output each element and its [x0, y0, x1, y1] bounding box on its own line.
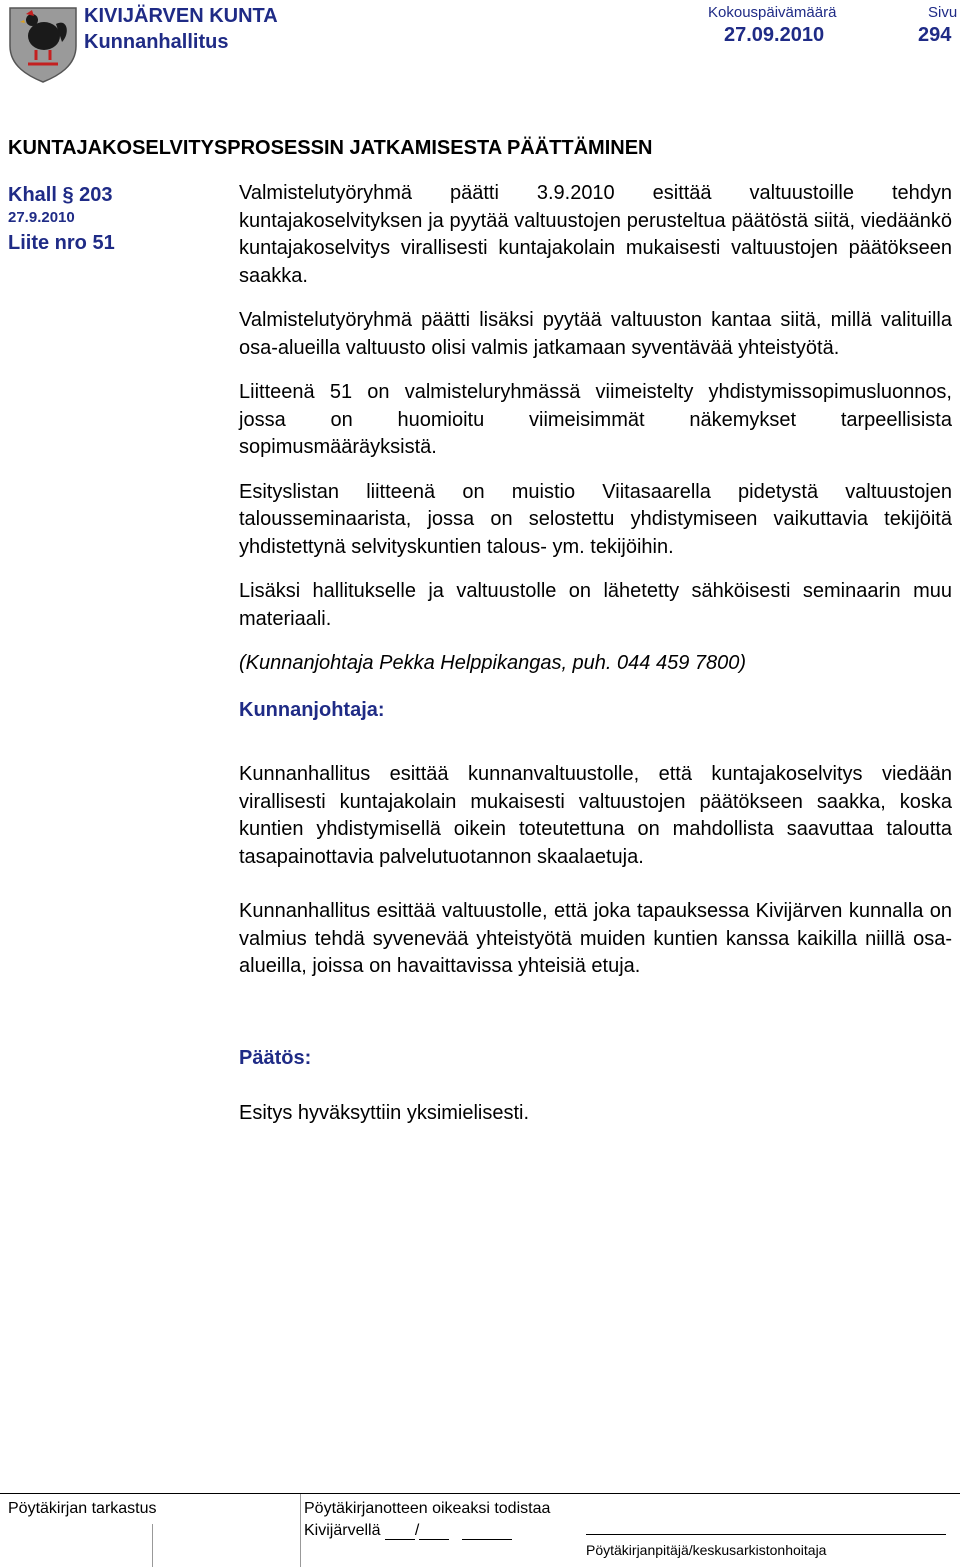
- attachment-number: Liite nro 51: [8, 232, 115, 254]
- paragraph: Esityslistan liitteenä on muistio Viitasaarella pidetystä valtuustojen talousseminaarista, jossa on selostettu yhdistymiseen vaikuttavia tekijöitä yhdistettynä selvityskuntien talous- ym. tekijöihin.: [239, 480, 952, 558]
- month-blank: [419, 1522, 449, 1540]
- certify-label: Pöytäkirjanotteen oikeaksi todistaa: [304, 1500, 551, 1517]
- page-label: Sivu: [928, 4, 958, 21]
- section-date: 27.9.2010: [8, 209, 75, 226]
- section-sidebar: [8, 182, 115, 258]
- meeting-date: 27.09.2010: [724, 24, 825, 46]
- footer-divider: [152, 1524, 153, 1567]
- review-label: Pöytäkirjan tarkastus: [8, 1500, 157, 1517]
- paragraph: Kunnanhallitus esittää kunnanvaltuustolle, että kuntajakoselvitys viedään virallisesti kuntajakolain mukaisesti valtuustojen päätökseen saakka, koska kuntien yhdistymisellä oikein toteutettuna on mahdollista saavuttaa taloutta tasapainottavia palvelutuotannon skaalaetuja.: [239, 763, 952, 868]
- signature-line: [586, 1534, 946, 1535]
- governing-body: Kunnanhallitus: [84, 31, 229, 53]
- municipal-coat-of-arms-icon: [6, 4, 80, 84]
- contact-line: (Kunnanjohtaja Pekka Helppikangas, puh. 044 459 7800): [239, 652, 747, 674]
- signature-footer: [0, 1493, 960, 1567]
- decision-heading: Päätös:: [239, 1046, 312, 1069]
- date-separator: /: [414, 1522, 420, 1539]
- paragraph: Lisäksi hallitukselle ja valtuustolle on lähetetty sähköisesti seminaarin muu materiaali.: [239, 580, 952, 630]
- place-label: Kivijärvellä: [304, 1522, 381, 1539]
- organization-name: KIVIJÄRVEN KUNTA: [84, 5, 278, 27]
- page-number: 294: [918, 24, 952, 46]
- document-body: [239, 180, 952, 1128]
- place-date-line: [304, 1522, 512, 1540]
- signatory-role: Pöytäkirjanpitäjä/keskusarkistonhoitaja: [586, 1542, 827, 1558]
- paragraph: Valmistelutyöryhmä päätti 3.9.2010 esittää valtuustoille tehdyn kuntajakoselvityksen ja pyytää valtuustojen perusteltua päätöstä siitä, viedäänkö kuntajakoselvitys virallisesti kuntajakolain mukaisesti valtuustojen päätökseen saakka.: [239, 182, 952, 287]
- day-blank: [385, 1522, 415, 1540]
- decision-text: Esitys hyväksyttiin yksimielisesti.: [239, 1102, 530, 1124]
- proposal-heading: Kunnanjohtaja:: [239, 698, 385, 721]
- section-reference: Khall § 203: [8, 184, 113, 206]
- paragraph: Valmistelutyöryhmä päätti lisäksi pyytää valtuuston kantaa siitä, millä valituilla osa-alueilla valtuusto olisi valmis jatkamaan syventävää yhteistyötä.: [239, 309, 952, 359]
- document-title: KUNTAJAKOSELVITYSPROSESSIN JATKAMISESTA PÄÄTTÄMINEN: [8, 137, 653, 159]
- year-blank: [462, 1522, 512, 1540]
- paragraph: Liitteenä 51 on valmisteluryhmässä viimeistelty yhdistymissopimusluonnos, jossa on huomioitu viimeisimmät näkemykset tarpeellisista sopimusmääräyksistä.: [239, 381, 952, 458]
- meeting-date-label: Kokouspäivämäärä: [708, 4, 837, 21]
- paragraph: Kunnanhallitus esittää valtuustolle, että joka tapauksessa Kivijärven kunnalla on valmius tehdä syvenevää yhteistyötä muiden kuntien kanssa kaikilla niillä osa-alueilla, joissa on havaittavissa yhteisiä etuja.: [239, 900, 952, 977]
- footer-divider: [300, 1494, 301, 1567]
